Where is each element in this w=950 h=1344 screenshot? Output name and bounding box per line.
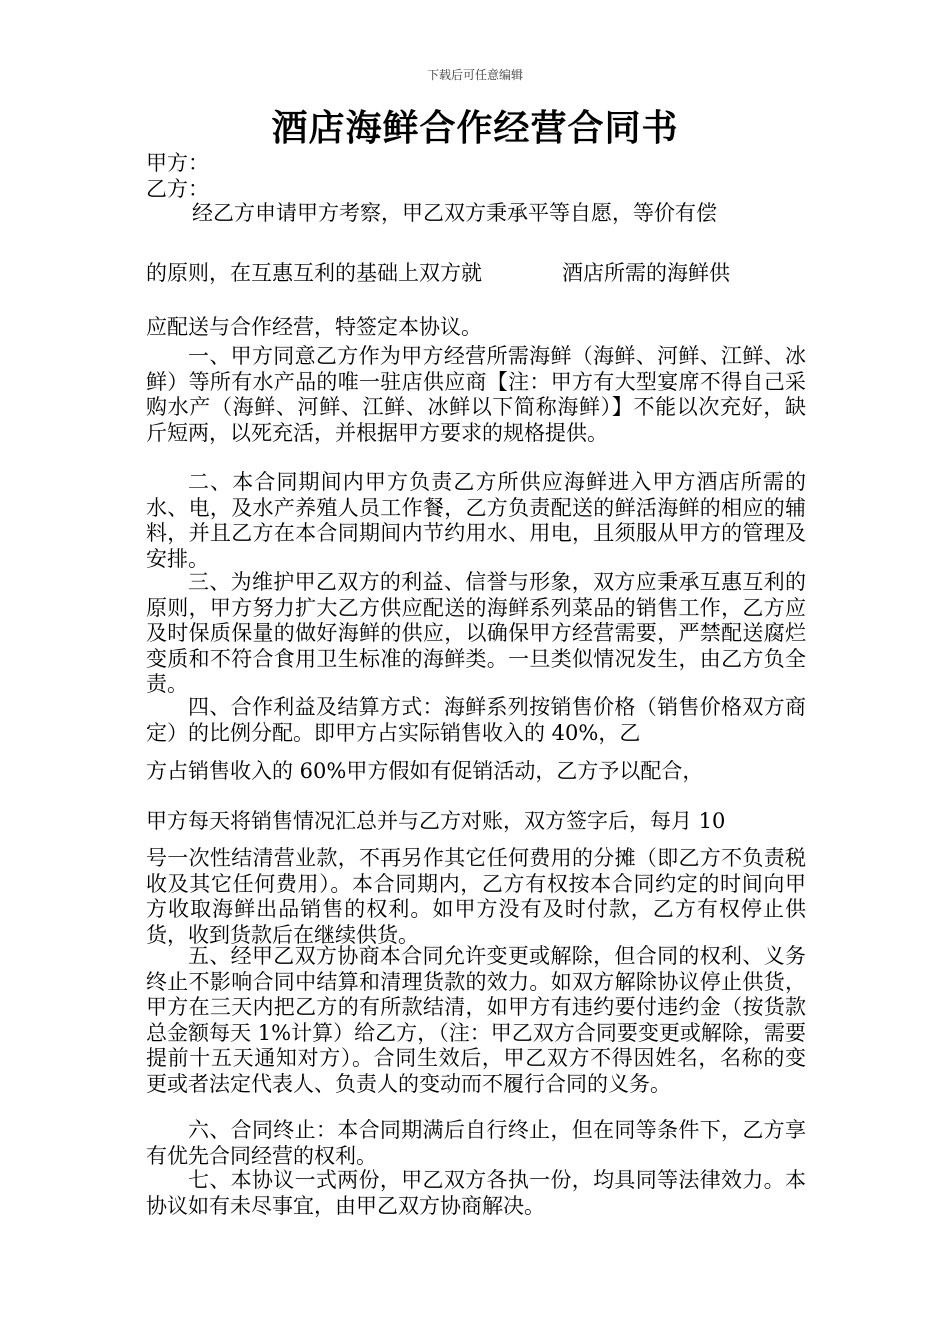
intro-line-3: 应配送与合作经营，特签定本协议。	[146, 315, 482, 339]
intro-line-2	[146, 260, 806, 286]
intro-line-1: 经乙方申请甲方考察，甲乙双方秉承平等自愿，等价有偿	[192, 201, 717, 225]
clause-4-part-2: 方占销售收入的 60%甲方假如有促销活动，乙方予以配合，	[146, 759, 704, 783]
party-b-label: 乙方：	[146, 177, 209, 201]
clause-3: 三、为维护甲乙双方的利益、信誉与形象，双方应秉承互惠互利的原则，甲方努力扩大乙方供应配送的海鲜系列菜品的销售工作，乙方应及时保质保量的做好海鲜的供应，以确保甲方经营需要，严禁配送腐烂变质和不符合食用卫生标准的海鲜类。一旦类似情况发生，由乙方负全责。	[146, 570, 806, 696]
clause-4-part-3: 甲方每天将销售情况汇总并与乙方对账，双方签字后，每月 10	[146, 809, 726, 833]
intro-line-2-start: 的原则，在互惠互利的基础上双方就	[146, 261, 482, 285]
document-title: 酒店海鲜合作经营合同书	[271, 107, 679, 149]
header-note: 下载后可任意编辑	[426, 68, 523, 82]
clause-7: 七、本协议一式两份，甲乙双方各执一份，均具同等法律效力。本协议如有未尽事宜，由甲乙双方协商解决。	[146, 1168, 806, 1218]
clause-4-part-1: 四、合作利益及结算方式：海鲜系列按销售价格（销售价格双方商定）的比例分配。即甲方占实际销售收入的 40%，乙	[146, 695, 806, 745]
party-a-label: 甲方：	[146, 151, 209, 175]
clause-5: 五、经甲乙双方协商本合同允许变更或解除，但合同的权利、义务终止不影响合同中结算和清理货款的效力。如双方解除协议停止供货，甲方在三天内把乙方的有所款结清，如甲方有违约要付违约金（按货款总金额每天 1%计算）给乙方，（注：甲乙双方合同要变更或解除，需要提前十五天通知对方）。合同生效后，甲乙双方不得因姓名，名称的变更或者法定代表人、负责人的变动而不履行合同的义务。	[146, 944, 806, 1096]
intro-line-2-end: 酒店所需的海鲜供	[562, 261, 730, 285]
clause-2: 二、本合同期间内甲方负责乙方所供应海鲜进入甲方酒店所需的水、电，及水产养殖人员工作餐，乙方负责配送的鲜活海鲜的相应的辅料，并且乙方在本合同期间内节约用水、用电，且须服从甲方的管理及安排。	[146, 470, 806, 571]
clause-6: 六、合同终止：本合同期满后自行终止，但在同等条件下，乙方享有优先合同经营的权利。	[146, 1118, 806, 1168]
clause-4-part-4: 号一次性结清营业款，不再另作其它任何费用的分摊（即乙方不负责税收及其它任何费用）。本合同期内，乙方有权按本合同约定的时间向甲方收取海鲜出品销售的权利。如甲方没有及时付款，乙方有权停止供货，收到货款后在继续供货。	[146, 846, 806, 947]
clause-1: 一、甲方同意乙方作为甲方经营所需海鲜（海鲜、河鲜、江鲜、冰鲜）等所有水产品的唯一驻店供应商【注：甲方有大型宴席不得自己采购水产（海鲜、河鲜、江鲜、冰鲜以下简称海鲜）】不能以次充好，缺斤短两，以死充活，并根据甲方要求的规格提供。	[146, 344, 806, 445]
